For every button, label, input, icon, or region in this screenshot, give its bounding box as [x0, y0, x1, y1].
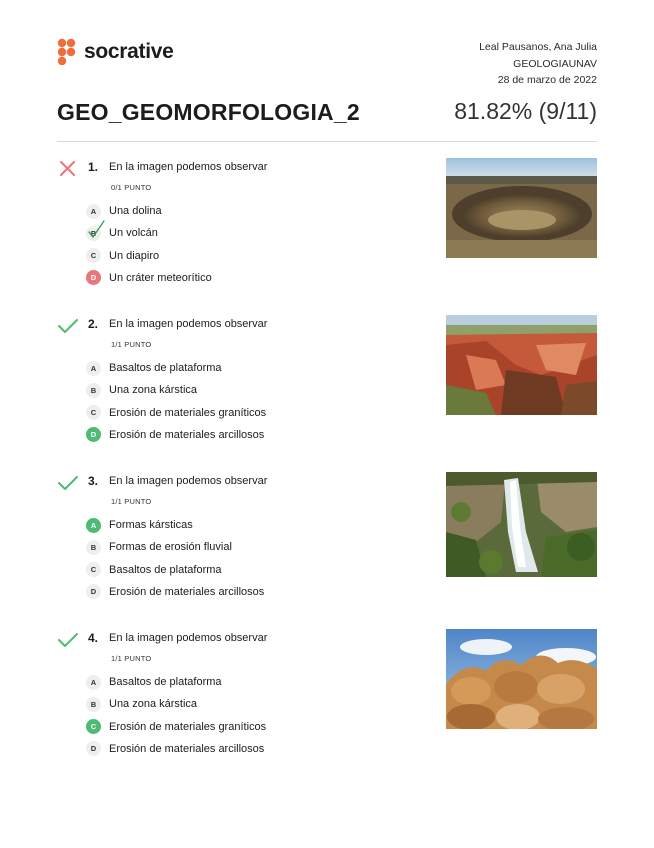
answer-letter-badge: A	[86, 675, 101, 690]
cross-icon	[58, 161, 78, 177]
answer-option	[86, 270, 212, 286]
answer-letter-badge: A	[86, 361, 101, 376]
question-number: 2.	[88, 317, 99, 331]
answer-text: Formas kársticas	[109, 519, 193, 531]
question-image	[446, 629, 597, 729]
question-text: En la imagen podemos observar	[109, 318, 268, 330]
answer-text: Erosión de materiales arcillosos	[109, 428, 265, 441]
brand-name: socrative	[84, 39, 174, 63]
answer-list	[86, 360, 266, 449]
question-points: 1/1 PUNTO	[111, 497, 152, 506]
answer-option	[86, 674, 266, 690]
question-2	[0, 315, 654, 465]
question-1	[0, 158, 654, 308]
answer-letter-badge: D	[86, 741, 101, 756]
question-number: 3.	[88, 474, 99, 488]
answer-option	[86, 248, 212, 264]
question-text: En la imagen podemos observar	[109, 632, 268, 644]
question-text: En la imagen podemos observar	[109, 161, 268, 173]
answer-text: Un volcán	[109, 227, 158, 240]
question-image	[446, 158, 597, 258]
student-info	[479, 39, 597, 89]
question-4	[0, 629, 654, 779]
class-name: GEOLOGIAUNAV	[513, 57, 597, 70]
red-clay-erosion-photo	[446, 315, 597, 415]
quiz-date: 28 de marzo de 2022	[497, 74, 597, 86]
answer-text: Un cráter meteorítico	[109, 271, 212, 284]
student-name: Leal Pausanos, Ana Julia	[479, 41, 597, 53]
answer-letter-badge: C	[86, 562, 101, 577]
check-icon	[58, 318, 78, 334]
question-points: 1/1 PUNTO	[111, 340, 152, 349]
answer-option	[86, 225, 212, 241]
answer-text: Erosión de materiales arcillosos	[109, 742, 265, 755]
answer-text: Basaltos de plataforma	[109, 362, 222, 374]
question-number: 1.	[88, 160, 99, 174]
answer-letter: B	[90, 228, 97, 238]
answer-option	[86, 427, 266, 443]
answer-text: Un diapiro	[109, 249, 160, 262]
answer-option	[86, 539, 264, 555]
karst-waterfall-photo	[446, 472, 597, 577]
granite-boulders-photo	[446, 629, 597, 729]
answer-list	[86, 674, 266, 763]
answer-letter-badge: C	[86, 405, 101, 420]
question-image	[446, 472, 597, 577]
answer-letter-badge: C	[86, 248, 101, 263]
answer-letter-badge: B	[86, 540, 101, 555]
answer-list	[86, 203, 212, 292]
question-3	[0, 472, 654, 622]
answer-letter-badge	[86, 226, 101, 241]
answer-option	[86, 584, 264, 600]
answer-letter-badge: D	[86, 427, 101, 442]
answer-text: Formas de erosión fluvial	[109, 541, 232, 554]
answer-letter-badge: A	[86, 204, 101, 219]
answer-letter-badge: C	[86, 719, 101, 734]
answer-text: Erosión de materiales graníticos	[109, 720, 267, 733]
quiz-title: GEO_GEOMORFOLOGIA_2	[57, 99, 360, 125]
question-image	[446, 315, 597, 415]
quiz-score: 81.82% (9/11)	[454, 98, 597, 124]
socrative-logo	[57, 37, 174, 65]
answer-option	[86, 360, 266, 376]
answer-text: Una zona kárstica	[109, 698, 198, 711]
answer-option	[86, 696, 266, 712]
question-text: En la imagen podemos observar	[109, 475, 268, 487]
question-number: 4.	[88, 631, 99, 645]
answer-option	[86, 405, 266, 421]
answer-text: Una zona kárstica	[109, 384, 198, 397]
answer-letter-badge: D	[86, 270, 101, 285]
answer-text: Erosión de materiales arcillosos	[109, 585, 265, 598]
answer-letter-badge: B	[86, 697, 101, 712]
answer-option	[86, 741, 266, 757]
question-points: 0/1 PUNTO	[111, 183, 152, 192]
answer-text: Una dolina	[109, 205, 162, 217]
answer-text: Basaltos de plataforma	[109, 676, 222, 688]
answer-option	[86, 562, 264, 578]
answer-text: Erosión de materiales graníticos	[109, 406, 267, 419]
check-icon	[58, 632, 78, 648]
answer-letter-badge: B	[86, 383, 101, 398]
selected-check-icon	[87, 220, 105, 238]
check-icon	[58, 475, 78, 491]
answer-option	[86, 517, 264, 533]
header-divider	[57, 141, 597, 142]
answer-option	[86, 203, 212, 219]
meteor-crater-photo	[446, 158, 597, 258]
answer-letter-badge: A	[86, 518, 101, 533]
answer-list	[86, 517, 264, 606]
answer-option	[86, 719, 266, 735]
answer-text: Basaltos de plataforma	[109, 563, 222, 576]
answer-letter-badge: D	[86, 584, 101, 599]
socrative-logo-icon	[57, 37, 79, 65]
answer-option	[86, 382, 266, 398]
question-points: 1/1 PUNTO	[111, 654, 152, 663]
